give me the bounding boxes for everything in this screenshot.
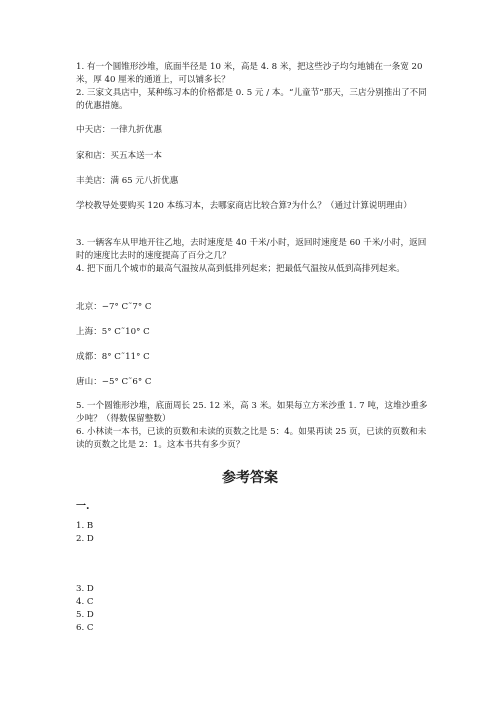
question-1: 1. 有一个圆锥形沙堆，底面半径是 10 米，高是 4. 8 米，把这些沙子均匀地铺在一条宽 20 米，厚 40 厘米的通道上，可以铺多长？ — [76, 62, 423, 85]
question-4: 4. 把下面几个城市的最高气温按从高到低排列起来；把最低气温按从低到高排列起来。 — [76, 264, 405, 274]
answer-3: 3. D — [76, 584, 94, 594]
city-shanghai: 上海：5° C˜10° C — [76, 327, 150, 337]
question-5: 5. 一个圆锥形沙堆，底面周长 25. 12 米，高 3 米。如果每立方米沙重 1. 7 吨，这堆沙重多少吨？（得数保留整数） — [76, 401, 428, 424]
question-2-ask: 学校教导处要购买 120 本练习本，去哪家商店比较合算?为什么？（通过计算说明理由） — [76, 201, 412, 211]
city-tangshan: 唐山：−5° C˜6° C — [76, 377, 152, 387]
question-2: 2. 三家文具店中，某种练习本的价格都是 0. 5 元 / 本。“儿童节”那天，三店分别推出了不同的优惠措施。 — [76, 88, 427, 111]
answer-5: 5. D — [76, 610, 94, 620]
answer-title: 参考答案 — [222, 470, 278, 486]
answer-4: 4. C — [76, 597, 94, 607]
store-jiahe: 家和店：买五本送一本 — [76, 151, 162, 161]
question-6: 6. 小林读一本书，已读的页数和未读的页数之比是 5：4。如果再读 25 页，已读的页数和未读的页数之比是 2：1。这本书共有多少页？ — [76, 427, 427, 450]
question-3: 3. 一辆客车从甲地开往乙地，去时速度是 40 千米/小时，返回时速度是 60 千米/小时，返回时的速度比去时的速度提高了百分之几？ — [76, 238, 427, 261]
answer-2: 2. D — [76, 534, 94, 544]
store-zhongtian: 中天店：一律九折优惠 — [76, 125, 162, 135]
store-fengmei: 丰美店：满 65 元八折优惠 — [76, 176, 179, 186]
answer-section-heading: 一. — [76, 501, 90, 512]
answer-1: 1. B — [76, 521, 94, 531]
city-beijing: 北京：−7° C˜7° C — [76, 302, 152, 312]
city-chengdu: 成都：8° C˜11° C — [76, 352, 150, 362]
answer-6: 6. C — [76, 623, 94, 633]
